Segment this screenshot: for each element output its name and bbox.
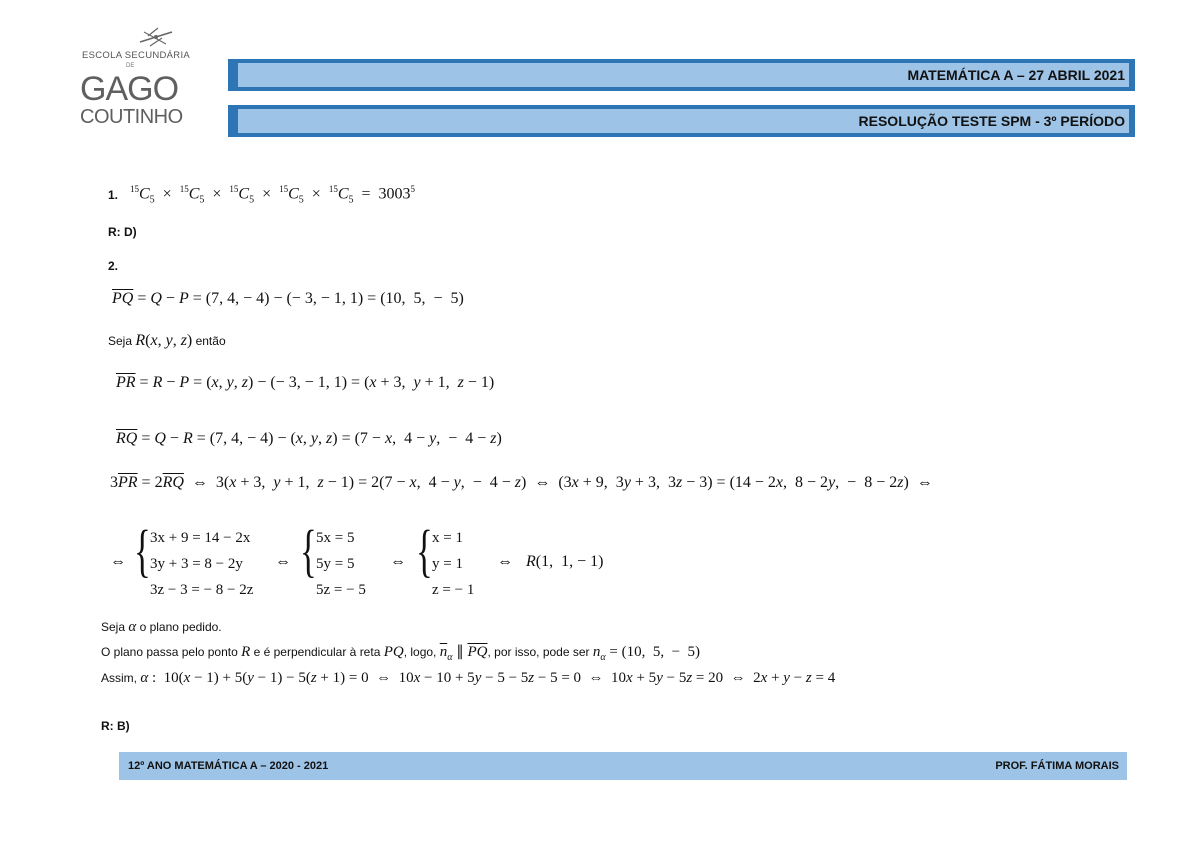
system2-eq1: 5x = 5 [316,530,355,546]
q1-number: 1. [108,188,119,202]
system1-eq1: 3x + 9 = 14 − 2x [150,530,251,546]
equiv-symbol-4: ⇔ [497,553,513,570]
system2-eq2: 5y = 5 [316,556,355,572]
header-title-bar [228,59,1135,91]
footer-teacher: PROF. FÁTIMA MORAIS [995,760,1119,772]
logo-de: DE [126,63,135,69]
system1 [150,525,253,603]
q2-number: 2. [108,259,119,273]
equiv-symbol-2: ⇔ [275,553,291,570]
q1-expression: $^{15}C_5 \times ^{15}C_5 \times ^{15}C_5 \times ^{15}C_5 \times ^{15}C_5 = 3003^5$ [130,184,416,206]
logo-school-line: ESCOLA SECUNDÁRIA [82,50,191,61]
system1-eq2: 3y + 3 = 8 − 2y [150,556,243,572]
equiv-symbol-1: ⇔ [110,553,126,570]
q2-plane-text: O plano passa pelo ponto R e é perpendicular à reta PQ, logo, $\overline{n}_\alpha$ ∥ $\overline{PQ}$, por isso, pode ser $n_\alpha = (10$, 5, − 5) [101,644,701,663]
system2 [316,525,366,603]
logo-name-line1: GAGO [80,70,179,108]
q2-seja-r: Seja R(x, y, z) então [108,332,226,349]
system3-eq3: z = − 1 [432,582,475,598]
footer-course: 12º ANO MATEMÁTICA A – 2020 - 2021 [128,760,329,772]
q2-pr-line: $\overline{PR} = R - P = (x$, y, z) − (− 3, − 1, 1) = (x + 3, y + 1, z − 1) [116,374,495,391]
system1-brace: { [134,518,151,583]
q2-plane-intro: Seja α o plano pedido. [101,619,222,635]
q2-equation-line: $3\overline{PR} = 2\overline{RQ}$ ⇔ 3(x + 3, y + 1, z − 1) = 2(7 − x, 4 − y, − 4 − z) ⇔ (3x + 9, 3y + 3, 3z − 3) = (14 − 2x, 8 − 2y, − 8 − 2z) ⇔ [110,474,933,491]
system3-eq2: y = 1 [432,556,463,572]
q2-rq-line: $\overline{RQ} = Q - R = (7$, 4, − 4) − (x, y, z) = (7 − x, 4 − y, − 4 − z) [116,430,502,447]
system3-brace: { [416,518,433,583]
system2-eq3: 5z = − 5 [316,582,366,598]
system3 [432,525,474,603]
q2-pq-line: $\overline{PQ} = Q - P = (7$, 4, − 4) − (− 3, − 1, 1) = (10, 5, − 5) [112,290,464,307]
q2-answer: R: B) [101,719,130,733]
q2-plane-equation: Assim, α : 10(x − 1) + 5(y − 1) − 5(z + 1) = 0 ⇔ 10x − 10 + 5y − 5 − 5z − 5 = 0 ⇔ 10x + 5y − 5z = 20 ⇔ 2x + y − z = 4 [101,670,836,686]
system3-eq1: x = 1 [432,530,463,546]
q2-r-result: R(1, 1, − 1) [526,553,604,570]
equiv-symbol-3: ⇔ [390,553,406,570]
header-subtitle-bar [228,105,1135,137]
airplane-icon [136,26,176,50]
system1-eq3: 3z − 3 = − 8 − 2z [150,582,254,598]
school-logo [78,26,190,136]
logo-name-line2: COUTINHO [80,106,183,128]
page-subtitle: RESOLUÇÃO TESTE SPM - 3º PERÍODO [858,113,1125,129]
footer-bar [119,752,1127,780]
system2-brace: { [300,518,317,583]
page-title: MATEMÁTICA A – 27 ABRIL 2021 [907,67,1125,83]
q1-answer: R: D) [108,225,137,239]
